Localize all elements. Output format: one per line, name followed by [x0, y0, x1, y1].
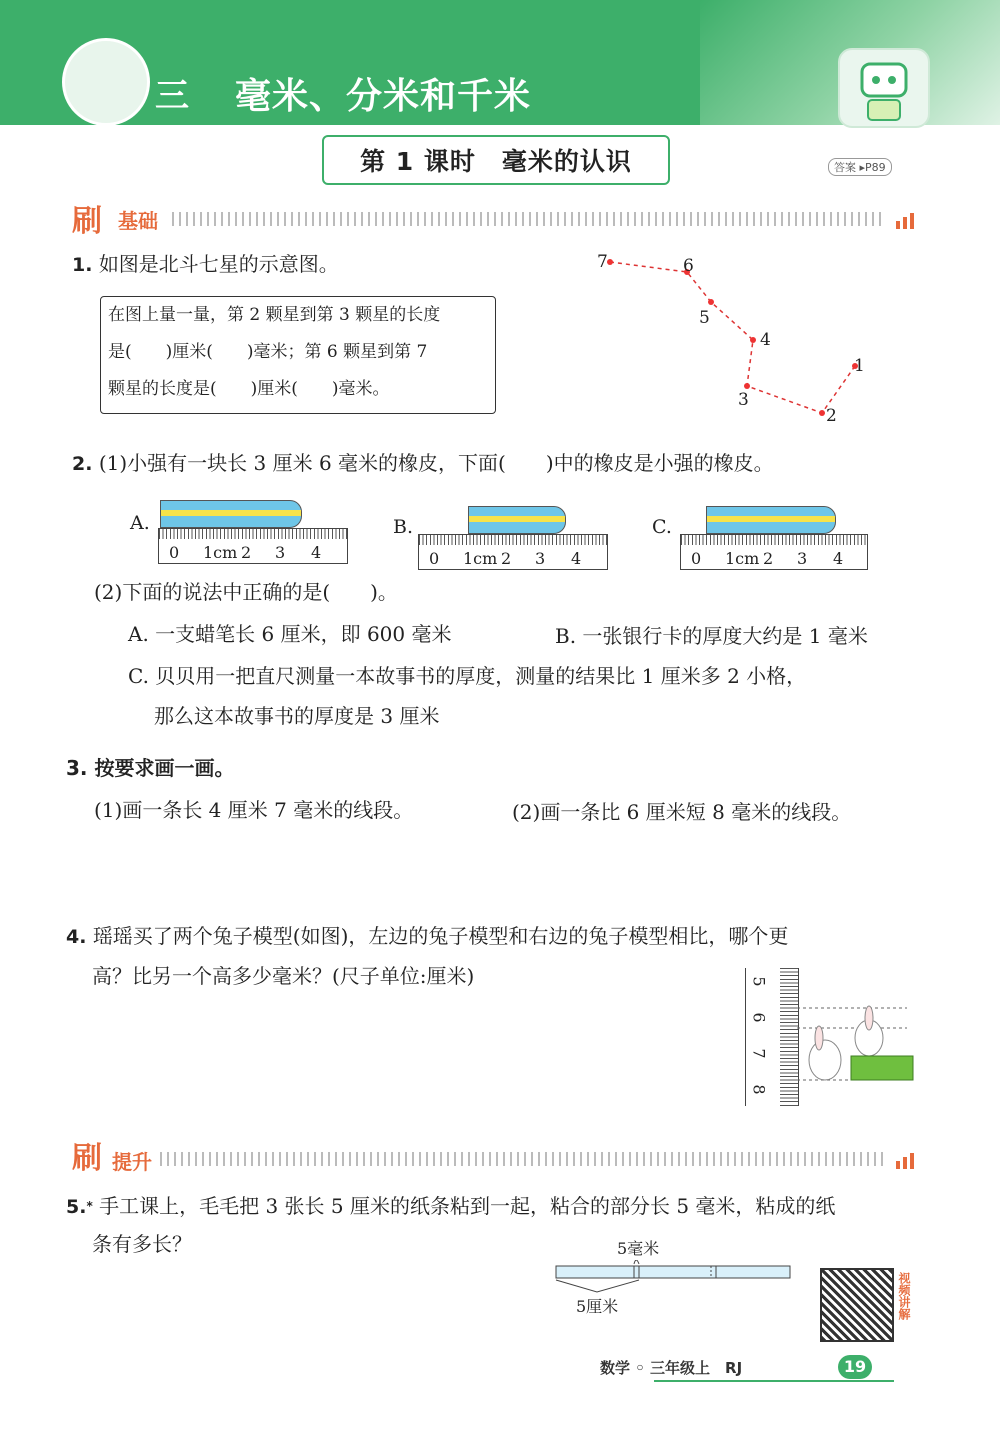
q2-option-a: A. 一支蜡笔长 6 厘米，即 600 毫米 — [128, 622, 452, 646]
ruler-label: 2 — [763, 549, 774, 568]
footer-subject: 数学 ◦ 三年级上 RJ — [600, 1359, 743, 1377]
vertical-ruler — [745, 968, 799, 1106]
ruler-number: 5 — [749, 976, 769, 987]
page-number: 19 — [838, 1355, 872, 1379]
strip-label-length: 5厘米 — [576, 1297, 619, 1316]
section-bars-icon — [896, 1150, 917, 1169]
q2-number: 2. — [72, 453, 93, 475]
q5-line1 — [66, 1192, 835, 1221]
section-advanced-char: 刷 — [72, 1141, 102, 1176]
ruler-label: 4 — [571, 549, 582, 568]
section-divider — [172, 212, 884, 226]
ruler-label: 0 — [691, 549, 702, 568]
ruler-b — [418, 534, 608, 570]
q5-star: * — [86, 1199, 93, 1213]
q1-answer-box — [100, 296, 496, 414]
q3-part2: (2)画一条比 6 厘米短 8 毫米的线段。 — [512, 800, 852, 824]
q2-part1-text: (1)小强有一块长 3 厘米 6 毫米的橡皮，下面( )中的橡皮是小强的橡皮。 — [98, 451, 774, 475]
option-c-label: C. — [652, 516, 672, 538]
star-label: 2 — [826, 406, 837, 426]
qr-code[interactable] — [820, 1268, 894, 1342]
star-label: 4 — [760, 330, 771, 350]
star-label: 7 — [597, 252, 608, 272]
eraser-b — [468, 506, 566, 534]
ruler-label: 1cm — [203, 543, 238, 562]
video-explain-label[interactable]: 视频讲解 — [897, 1272, 911, 1320]
q4-line1 — [66, 922, 788, 951]
ruler-label: 0 — [429, 549, 440, 568]
ruler-number: 6 — [749, 1012, 769, 1023]
q1-number: 1. — [72, 254, 93, 276]
answer-reference: 答案 ▸P89 — [828, 158, 892, 176]
ruler-label: 4 — [311, 543, 322, 562]
section-bars-icon — [896, 210, 917, 229]
section-basic-char: 刷 — [72, 204, 102, 239]
option-a-label: A. — [130, 512, 150, 534]
ruler-picture-c — [680, 494, 866, 568]
ruler-a — [158, 528, 348, 564]
q5-number: 5. — [66, 1196, 87, 1218]
ruler-label: 4 — [833, 549, 844, 568]
star-label: 6 — [683, 256, 694, 276]
mascot-illustration — [62, 38, 150, 126]
ruler-label: 1cm — [463, 549, 498, 568]
paper-strip-diagram — [555, 1260, 795, 1296]
ruler-label: 1cm — [725, 549, 760, 568]
q1-prompt — [72, 250, 339, 279]
q2-option-b: B. 一张银行卡的厚度大约是 1 毫米 — [555, 624, 868, 648]
q3-prompt — [66, 754, 234, 782]
q2-option-c-line2: 那么这本故事书的厚度是 3 厘米 — [154, 704, 440, 728]
lesson-title: 第 1 课时 毫米的认识 — [322, 135, 670, 185]
q4-line2: 高？比另一个高多少毫米？(尺子单位:厘米) — [92, 964, 475, 988]
q3-number: 3. — [66, 756, 88, 780]
star-label: 1 — [854, 356, 865, 376]
q1-text: 如图是北斗七星的示意图。 — [98, 252, 339, 276]
section-basic-label: 基础 — [118, 209, 158, 233]
ruler-label: 2 — [241, 543, 252, 562]
ruler-c — [680, 534, 868, 570]
big-dipper-diagram — [590, 245, 880, 430]
q3-text: 按要求画一画。 — [94, 756, 235, 780]
section-divider — [160, 1152, 884, 1166]
q4-text-line1: 瑶瑶买了两个兔子模型(如图)，左边的兔子模型和右边的兔子模型相比，哪个更 — [92, 924, 789, 948]
ruler-picture-b — [418, 494, 606, 568]
star-label: 5 — [699, 308, 710, 328]
footer-rule — [654, 1380, 894, 1382]
star-label: 3 — [738, 390, 749, 410]
rabbit-models-illustration — [797, 1000, 917, 1086]
ruler-label: 3 — [275, 543, 286, 562]
q5-line2: 条有多长？ — [92, 1232, 192, 1256]
q4-number: 4. — [66, 926, 87, 948]
robot-icon — [838, 48, 930, 128]
ruler-label: 2 — [501, 549, 512, 568]
ruler-label: 3 — [797, 549, 808, 568]
ruler-picture-a — [158, 488, 346, 562]
chapter-title: 毫米、分米和千米 — [235, 76, 532, 117]
q2-part1 — [72, 449, 774, 478]
ruler-number: 7 — [749, 1048, 769, 1059]
q1-box-line: 颗星的长度是( )厘米( )毫米。 — [108, 379, 390, 399]
q5-text-line1: 手工课上，毛毛把 3 张长 5 厘米的纸条粘到一起，粘合的部分长 5 毫米，粘成的纸 — [99, 1194, 836, 1218]
q1-box-line: 是( )厘米( )毫米；第 6 颗星到第 7 — [108, 342, 428, 362]
q2-part2: (2)下面的说法中正确的是( )。 — [94, 580, 398, 604]
q3-part1: (1)画一条长 4 厘米 7 毫米的线段。 — [94, 798, 414, 822]
eraser-a — [160, 500, 302, 528]
strip-label-overlap: 5毫米 — [617, 1239, 660, 1258]
q1-box-line: 在图上量一量，第 2 颗星到第 3 颗星的长度 — [108, 305, 441, 325]
ruler-label: 3 — [535, 549, 546, 568]
ruler-label: 0 — [169, 543, 180, 562]
section-advanced-label: 提升 — [112, 1150, 152, 1174]
option-b-label: B. — [393, 516, 414, 538]
chapter-number: 三 — [155, 76, 189, 116]
ruler-number: 8 — [749, 1084, 769, 1095]
q2-option-c-line1: C. 贝贝用一把直尺测量一本故事书的厚度，测量的结果比 1 厘米多 2 小格， — [128, 664, 807, 688]
eraser-c — [706, 506, 836, 534]
